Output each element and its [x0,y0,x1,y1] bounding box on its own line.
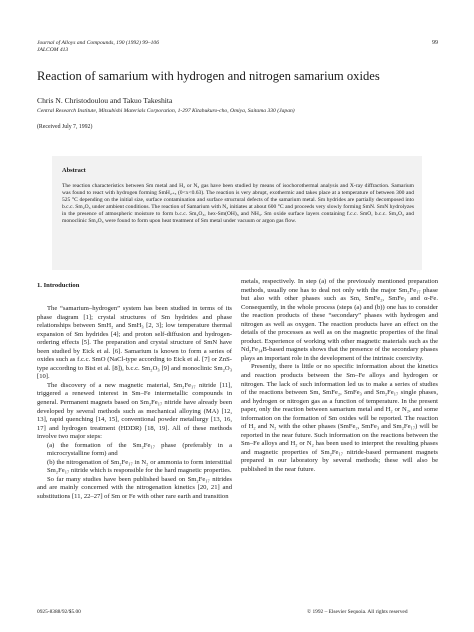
abstract-text: The reaction characteristics between Sm metal and H₂ or N₂ gas have been studied by means of isochorothermal analysis and X-ray diffraction. Samarium was found to react with hydrogen forming SmH₂₊ₓ (0<x<0.63). The reaction is very abrupt, exothermic and takes place at a temperature of between 300 and 525 °C depending on the initial size, surface contamination and surface structural defects of the samarium metal. Sm hydrides are partially decomposed into b.c.c. Sm₂O₃ under ambient conditions. The reaction of Samarium with N₂ initiates at about 600 °C and proceeds very slowly forming SmN. SmN hydrolyzes in the presence of atmospheric moisture to form b.c.c. Sm₂O₃, hex-Sm(OH)₃ and NH₃. Sm oxide surface layers containing f.c.c. SmO, b.c.c. Sm₂O₃ and monoclinic Sm₂O₃ were found to form upon heat treatment of Sm metal under vacuum or argon gas flow. [62,183,414,225]
journal-code: JALCOM 413 [37,47,69,53]
list-item: (b) the nitrogenation of Sm₂Fe₁₇ in N₂ or ammonia to form interstitial Sm₂Fe₁₇ nitride which is responsible for the hard magnetic properties. [47,458,232,475]
page-number: 99 [432,40,438,46]
article-authors: Chris N. Christodoulou and Takuo Takeshita [37,96,173,105]
body-paragraph: So far many studies have been published based on Sm₂Fe₁₇ nitrides and are mainly concerned with the nitrogenation kinetics [20, 21] and substitutions [11, 22–27] of Sm or Fe with other rare earth and transition [37,475,232,501]
body-paragraph: The discovery of a new magnetic material, Sm₂Fe₁₇ nitride [11], triggered a renewed interest in Sm–Fe intermetallic compounds in general. Permanent magnets based on Sm₂Fe₁₇ nitride have already been developed by several methods such as mechanical alloying (MA) [12, 13], rapid quenching [14, 15], conventional powder metallurgy [13, 16, 17] and hydrogen treatment (HDDR) [18, 19]. All of these methods involve two major steps: [37,381,232,441]
right-column [241,278,438,475]
received-date: (Received July 7, 1992) [37,124,93,130]
author-affiliation: Central Research Institute, Mitsubishi Materials Corporation, 1-297 Kitabukuro-cho, Omiya, Saitama 330 (Japan) [37,108,295,114]
journal-citation: Journal of Alloys and Compounds, 190 (1992) 99–106 [37,40,160,46]
section-heading-introduction: 1. Introduction [37,282,80,289]
body-paragraph: metals, respectively. In step (a) of the previously mentioned preparation methods, usually one has to deal not only with the major Sm₂Fe₁₇ phase but also with other phases such as Sm, SmFe₂, SmFe₃ and α-Fe. Consequently, in the whole process (steps (a) and (b)) one has to consider the reaction products of these “secondary” phases with hydrogen and nitrogen as well as oxygen. The reaction products have an effect on the details of the processes as well as on the magnetic properties of the final product. Experience of working with other magnetic materials such as the Nd₂Fe₁₄B-based magnets shows that the presence of the secondary phases plays an important role in the development of the intrinsic coercivity. [241,278,438,362]
article-title: Reaction of samarium with hydrogen and nitrogen samarium oxides [37,69,380,83]
body-paragraph: Presently, there is little or no specific information about the kinetics and reaction products between the Sm–Fe alloys and hydrogen or nitrogen. The lack of such information led us to make a series of studies of the reactions between Sm, SmFe₂, SmFe₃ and Sm₂Fe₁₇ single phases, and hydrogen or nitrogen gas as a function of temperature. In the present paper, only the reaction between samarium metal and H₂ or N₂, and some information on the formation of Sm oxides will be reported. The reaction of H₂ and N₂ with the other phases (SmFe₂, SmFe₃ and Sm₂Fe₁₇) will be reported in the near future. Such information on the reactions between the Sm–Fe alloys and H₂ or N₂ has been used to interpret the resulting phases and magnetic properties of Sm₂Fe₁₇ nitride-based permanent magnets prepared in our laboratory by several methods; these will also be published in the near future. [241,363,438,474]
body-paragraph: The “samarium–hydrogen” system has been studied in terms of its phase diagram [1]; crystal structures of Sm hydrides and phase relationships between SmH₂ and SmH₃ [2, 3]; low temperature thermal expansion of Sm hydrides [4]; and proton self-diffusion and hydrogen-ordering effects [5]. The preparation and crystal structure of SmN have been studied by Eick et al. [6]. Samarium is known to form a series of oxides such as f.c.c. SmO (NaCl-type according to Eick et al. [7] or ZnS-type according to Bist et al. [8]), b.c.c. Sm₂O₃ [9] and monoclinic Sm₂O₃ [10]. [37,305,232,381]
list-item: (a) the formation of the Sm₂Fe₁₇ phase (preferably in a microcrystalline form) and [47,441,232,458]
abstract-heading: Abstract [62,167,86,174]
footer-copyright: © 1992 – Elsevier Sequoia. All rights reserved [307,609,408,615]
footer-price-code: 0925-8388/92/$5.00 [37,609,81,615]
left-column [37,305,232,502]
